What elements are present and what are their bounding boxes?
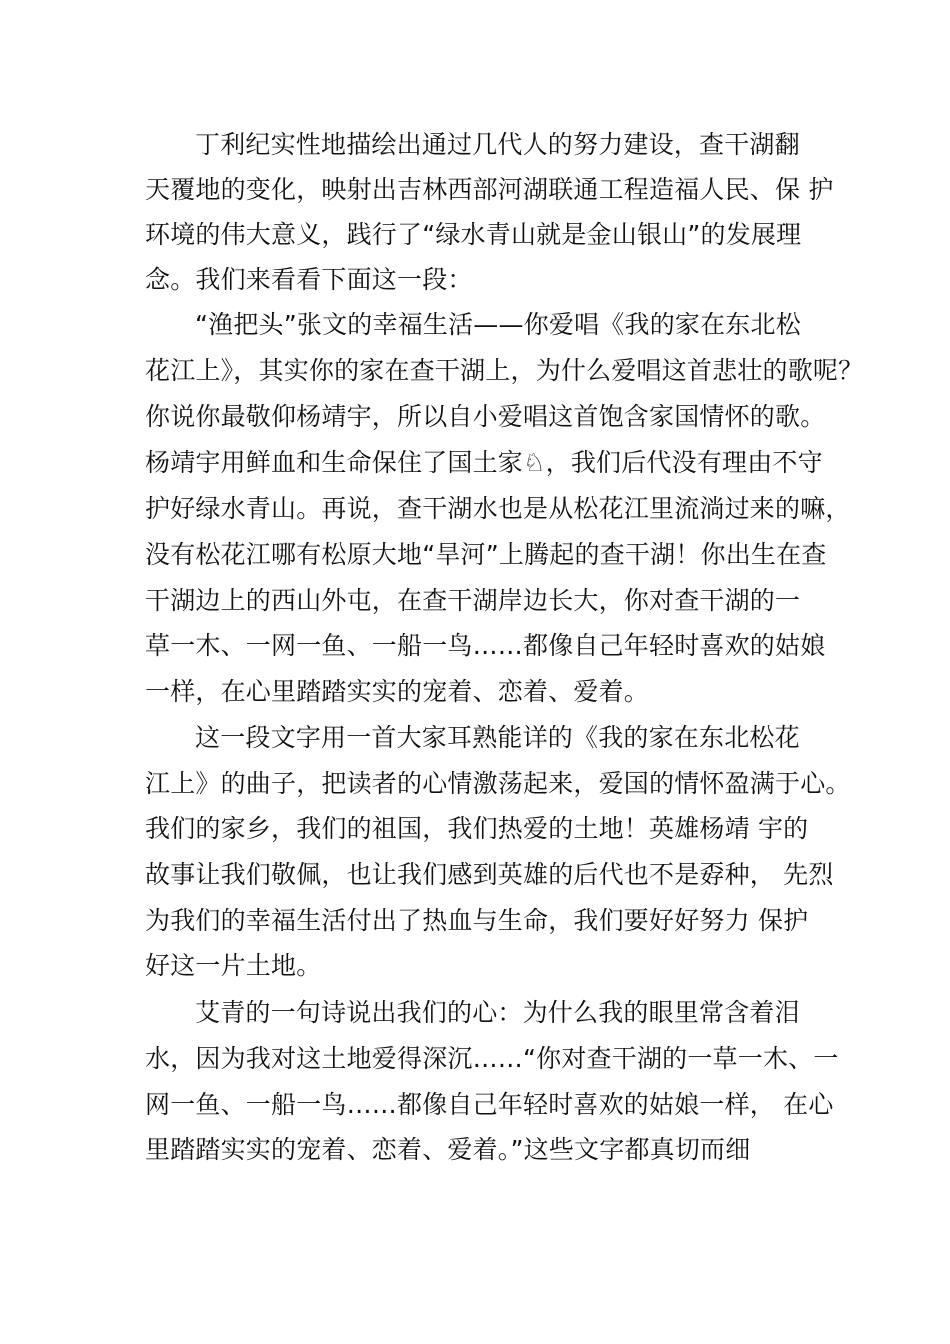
text-line-14: 这一段文字用一首大家耳熟能详的《我的家在东北松花: [195, 723, 800, 752]
text-line-17: 故事让我们敬佩，也让我们感到英雄的后代也不是孬种， 先烈: [145, 860, 834, 889]
text-line-8: 杨靖宇用鲜血和生命保住了国土家♘，我们后代没有理由不守: [145, 448, 823, 477]
text-line-19: 好这一片土地。: [145, 951, 322, 980]
text-line-11: 干湖边上的西山外屯，在查干湖岸边长大，你对查干湖的一: [145, 586, 801, 615]
text-line-20: 艾青的一句诗说出我们的心：为什么我的眼里常含着泪: [195, 998, 800, 1027]
text-line-1: 丁利纪实性地描绘出通过几代人的努力建设，查干湖翻: [195, 130, 800, 159]
text-line-2: 天覆地的变化，映射出吉林西部河湖联通工程造福人民、保 护: [145, 175, 834, 204]
text-line-10: 没有松花江哪有松原大地“旱河”上腾起的查干湖！你出生在查: [145, 540, 827, 569]
text-line-7: 你说你最敬仰杨靖宇，所以自小爱唱这首饱含家国情怀的歌。: [145, 402, 826, 431]
text-line-9: 护好绿水青山。再说，查干湖水也是从松花江里流淌过来的嘛，: [145, 494, 851, 523]
text-line-13: 一样，在心里踏踏实实的宠着、恋着、爱着。: [145, 677, 650, 706]
text-line-18: 为我们的幸福生活付出了热血与生命，我们要好好努力 保护: [145, 906, 809, 935]
text-line-16: 我们的家乡，我们的祖国，我们热爱的土地！英雄杨靖 宇的: [145, 814, 809, 843]
text-line-15: 江上》的曲子，把读者的心情激荡起来，爱国的情怀盈满于心。: [145, 769, 851, 798]
text-line-21: 水，因为我对这土地爱得深沉……“你对查干湖的一草一木、一: [145, 1044, 839, 1073]
text-line-22: 网一鱼、一船一鸟……都像自己年轻时喜欢的姑娘一样， 在心: [145, 1090, 834, 1119]
text-line-5: “渔把头”张文的幸福生活——你爱唱《我的家在东北松: [195, 310, 801, 339]
text-line-4: 念。我们来看看下面这一段：: [145, 265, 473, 294]
text-line-23: 里踏踏实实的宠着、恋着、爱着。”这些文字都真切而细: [145, 1135, 751, 1164]
text-line-3: 环境的伟大意义，践行了“绿水青山就是金山银山”的发展理: [145, 220, 802, 249]
text-line-6: 花江上》，其实你的家在查干湖上，为什么爱唱这首悲壮的歌呢？: [145, 356, 864, 385]
text-line-12: 草一木、一网一鱼、一船一鸟……都像自己年轻时喜欢的姑娘: [145, 631, 826, 660]
